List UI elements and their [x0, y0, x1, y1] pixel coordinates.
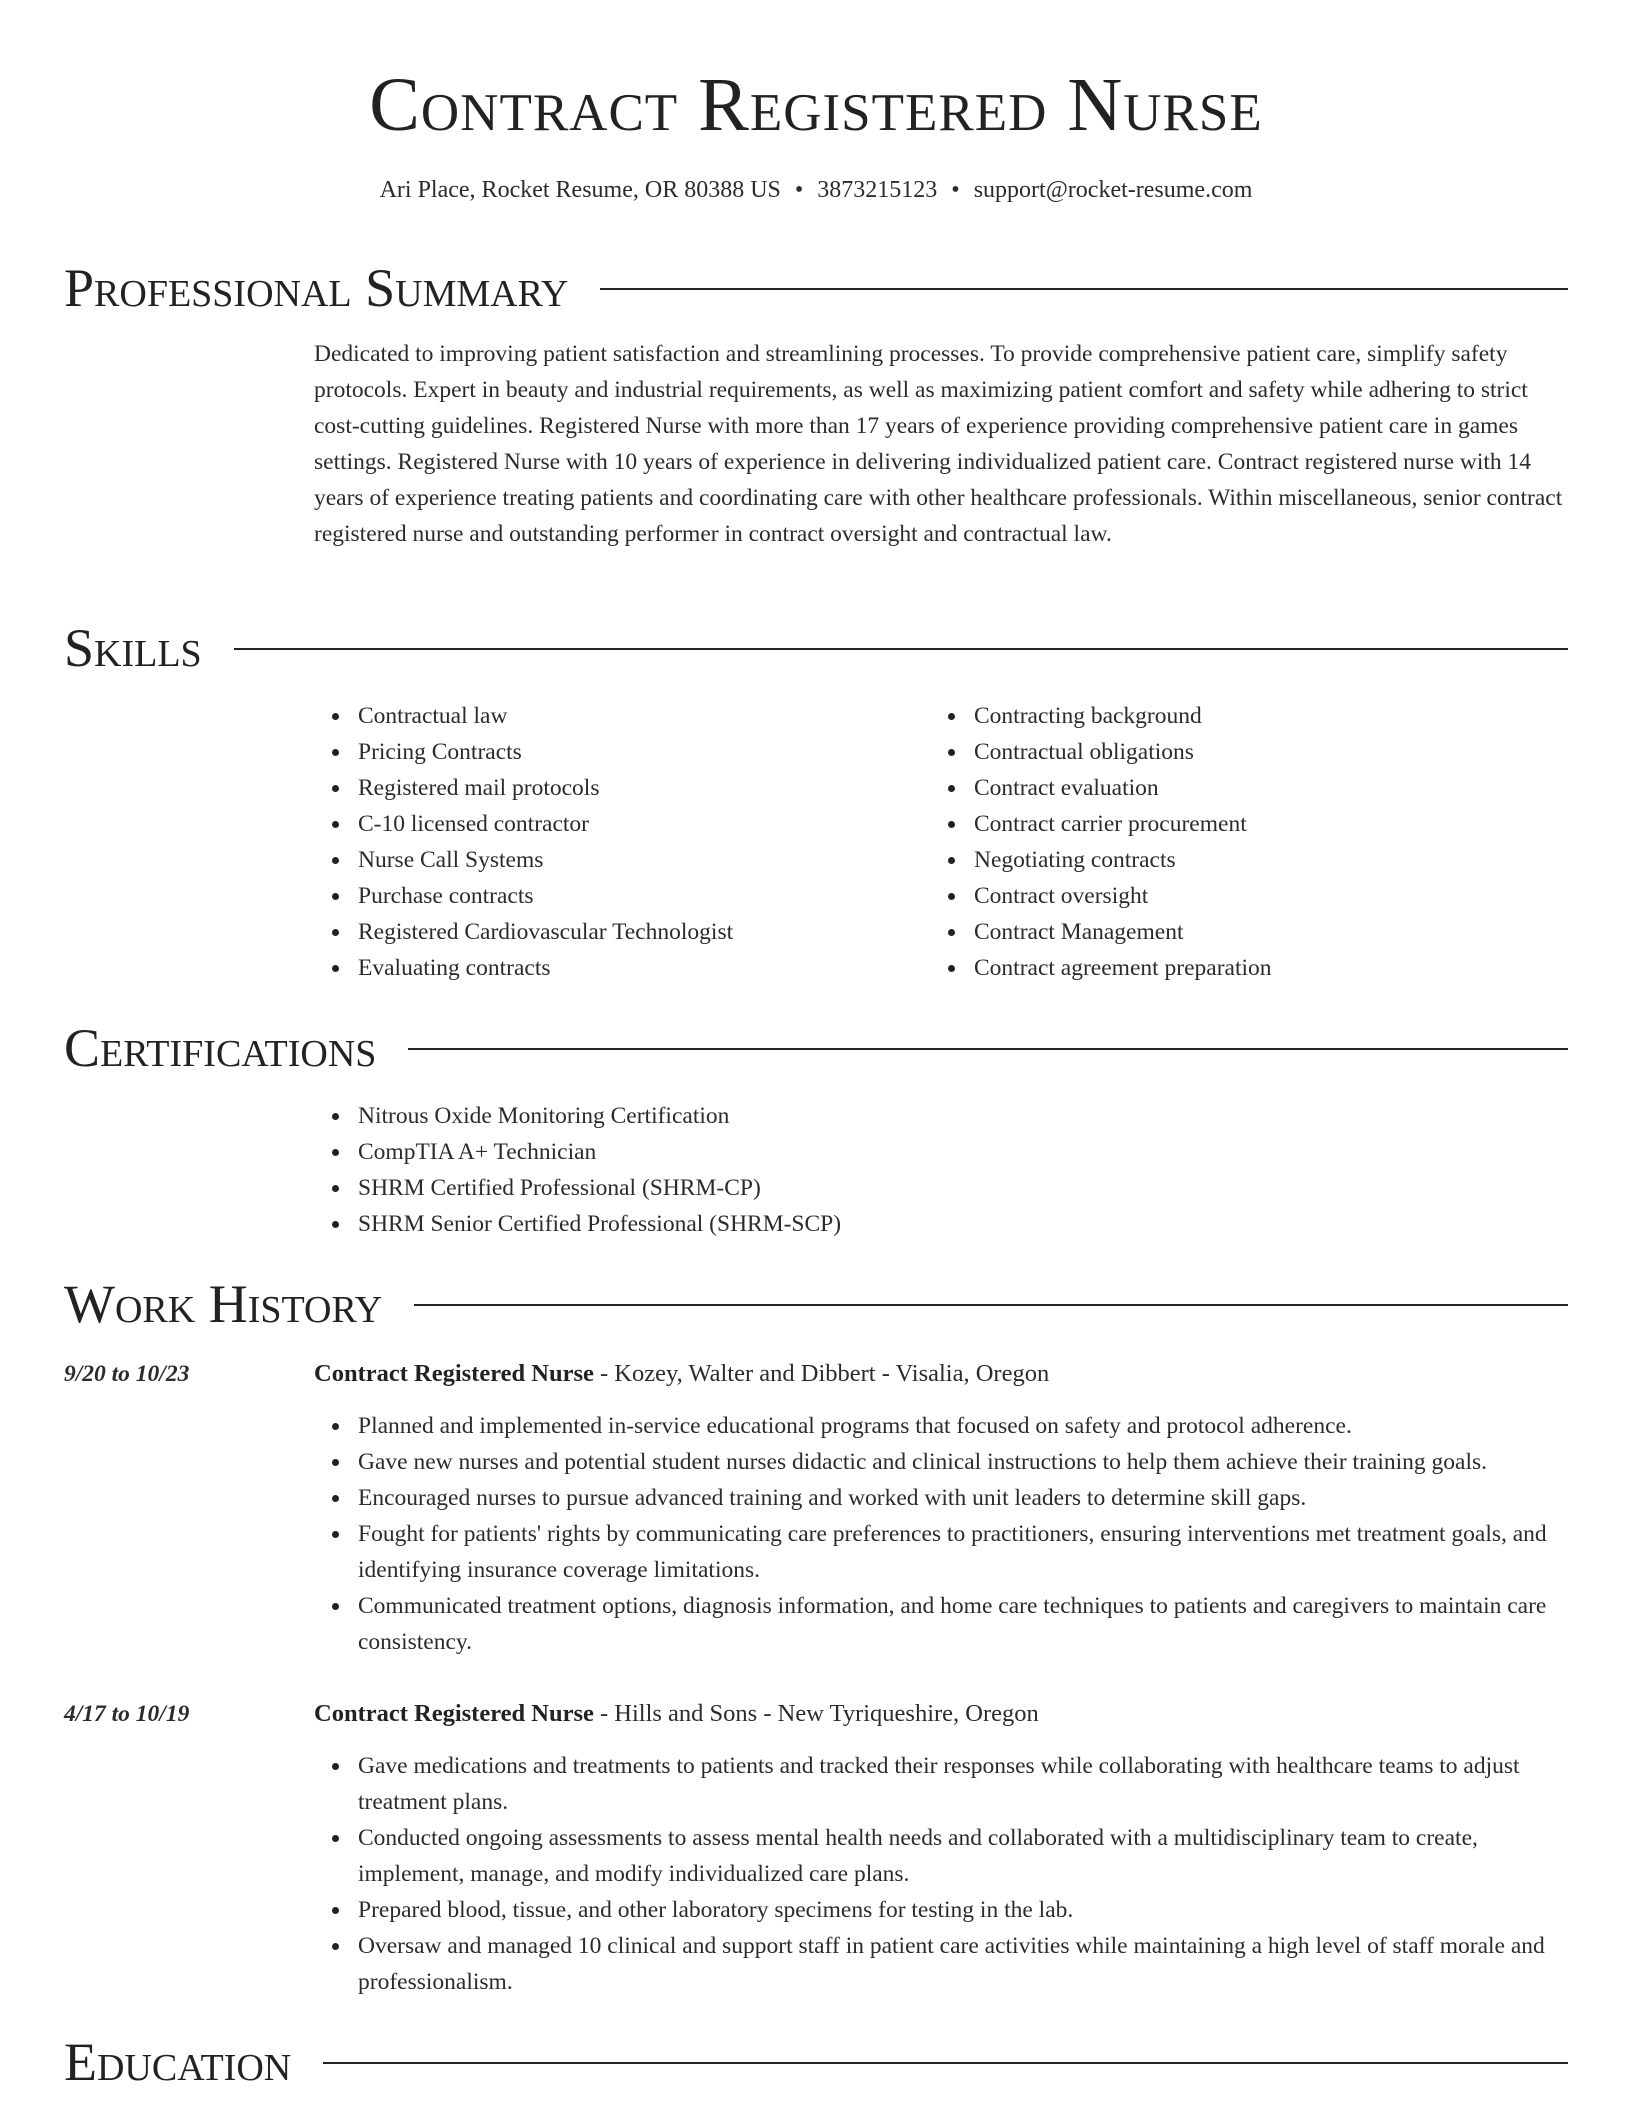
- job-bullet: Communicated treatment options, diagnosis information, and home care techniques to patients and caregivers to maintain care consistency.: [314, 1588, 1568, 1660]
- skill-item: Contract oversight: [930, 878, 1546, 914]
- skill-item: Contractual obligations: [930, 734, 1546, 770]
- contact-address: Ari Place, Rocket Resume, OR 80388 US: [379, 177, 781, 203]
- job-employer-location: - Hills and Sons - New Tyriqueshire, Oregon: [593, 1700, 1039, 1727]
- job-heading: [314, 1696, 1568, 1732]
- job-bullet: Gave medications and treatments to patients and tracked their responses while collaborating with healthcare teams to adjust treatment plans.: [314, 1748, 1568, 1820]
- job-employer-location: - Kozey, Walter and Dibbert - Visalia, Oregon: [593, 1360, 1050, 1387]
- job-title: Contract Registered Nurse: [314, 1360, 594, 1387]
- job-dates: 4/17 to 10/19: [64, 1701, 190, 1727]
- job-heading: [314, 1356, 1568, 1392]
- skill-item: C-10 licensed contractor: [314, 806, 930, 842]
- section-header-work-history: [64, 1272, 1568, 1336]
- skill-item: Contracting background: [930, 698, 1546, 734]
- section-header-summary: [64, 256, 1568, 320]
- skill-item: Registered mail protocols: [314, 770, 930, 806]
- job-bullet: Planned and implemented in-service educational programs that focused on safety and protocol adherence.: [314, 1408, 1568, 1444]
- section-title: Work History: [64, 1274, 383, 1334]
- job-title: Contract Registered Nurse: [314, 1700, 594, 1727]
- section-divider: [414, 1304, 1568, 1306]
- certification-item: SHRM Certified Professional (SHRM-CP): [314, 1170, 1568, 1206]
- section-title: Education: [64, 2032, 292, 2092]
- skill-item: Contract agreement preparation: [930, 950, 1546, 986]
- section-divider: [234, 648, 1568, 650]
- skill-item: Contract carrier procurement: [930, 806, 1546, 842]
- job-bullet: Gave new nurses and potential student nurses didactic and clinical instructions to help them achieve their training goals.: [314, 1444, 1568, 1480]
- certification-item: CompTIA A+ Technician: [314, 1134, 1568, 1170]
- section-divider: [408, 1048, 1568, 1050]
- certification-item: Nitrous Oxide Monitoring Certification: [314, 1098, 1568, 1134]
- section-divider: [323, 2062, 1568, 2064]
- skills-columns: [314, 698, 1568, 986]
- contact-phone: 3873215123: [817, 177, 938, 203]
- job-bullet: Encouraged nurses to pursue advanced training and worked with unit leaders to determine skill gaps.: [314, 1480, 1568, 1516]
- section-title: Professional Summary: [64, 258, 569, 318]
- contact-separator: •: [794, 177, 804, 203]
- skill-item: Negotiating contracts: [930, 842, 1546, 878]
- skill-item: Nurse Call Systems: [314, 842, 930, 878]
- skill-item: Contractual law: [314, 698, 930, 734]
- summary-text: Dedicated to improving patient satisfaction and streamlining processes. To provide comprehensive patient care, simplify safety protocols. Expert in beauty and industrial requirements, as well as maximizing patient comfort and safety while adhering to strict cost-cutting guidelines. Registered Nurse with more than 17 years of experience providing comprehensive patient care in games settings. Registered Nurse with 10 years of experience in delivering individualized patient care. Contract registered nurse with 14 years of experience treating patients and coordinating care with other healthcare professionals. Within miscellaneous, senior contract registered nurse and outstanding performer in contract oversight and contractual law.: [314, 341, 1563, 547]
- contact-separator: •: [951, 177, 960, 203]
- section-header-certifications: [64, 1016, 1568, 1080]
- job-bullet: Prepared blood, tissue, and other laboratory specimens for testing in the lab.: [314, 1892, 1568, 1928]
- resume-name: Contract Registered Nurse: [369, 63, 1263, 147]
- job-bullet: Oversaw and managed 10 clinical and support staff in patient care activities while maintaining a high level of staff morale and professionalism.: [314, 1928, 1568, 2000]
- skill-item: Contract Management: [930, 914, 1546, 950]
- skill-item: Pricing Contracts: [314, 734, 930, 770]
- job-bullets: [314, 1408, 1568, 1660]
- section-title: Certifications: [64, 1018, 377, 1078]
- contact-line: [0, 174, 1632, 206]
- skill-item: Registered Cardiovascular Technologist: [314, 914, 930, 950]
- section-divider: [600, 288, 1568, 290]
- section-header-education: [64, 2030, 1568, 2094]
- skills-list-left: [314, 698, 930, 986]
- certifications-list: [314, 1098, 1568, 1242]
- job-bullet: Conducted ongoing assessments to assess mental health needs and collaborated with a multidisciplinary team to create, implement, manage, and modify individualized care plans.: [314, 1820, 1568, 1892]
- skills-list-right: [930, 698, 1546, 986]
- section-title: Skills: [64, 618, 202, 678]
- certification-item: SHRM Senior Certified Professional (SHRM-SCP): [314, 1206, 1568, 1242]
- job-dates: 9/20 to 10/23: [64, 1361, 190, 1387]
- job-bullet: Fought for patients' rights by communicating care preferences to practitioners, ensuring interventions met treatment goals, and identifying insurance coverage limitations.: [314, 1516, 1568, 1588]
- skill-item: Contract evaluation: [930, 770, 1546, 806]
- section-header-skills: [64, 616, 1568, 680]
- job-bullets: [314, 1748, 1568, 2000]
- contact-email: support@rocket-resume.com: [973, 177, 1253, 203]
- skill-item: Evaluating contracts: [314, 950, 930, 986]
- skill-item: Purchase contracts: [314, 878, 930, 914]
